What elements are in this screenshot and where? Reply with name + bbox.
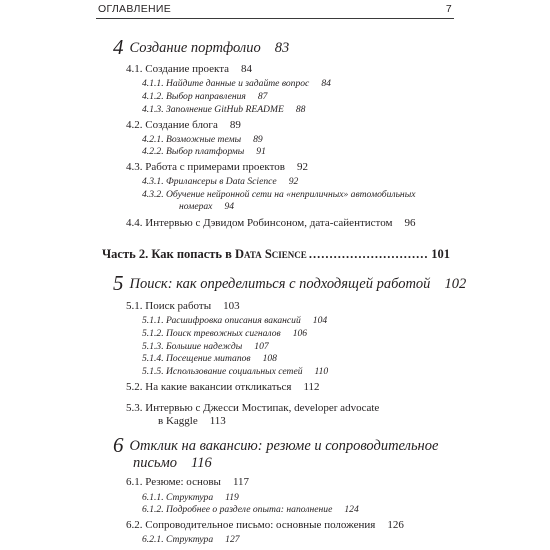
section-page: 117 [232, 476, 250, 488]
section-label: в Kaggle [158, 415, 198, 427]
chapter-page: 116 [191, 455, 212, 471]
subsection-page: 119 [225, 492, 239, 503]
header-title: ОГЛАВЛЕНИЕ [98, 3, 172, 15]
subsection-page: 124 [344, 504, 359, 515]
subsection-page: 87 [257, 91, 268, 102]
subsection-page: 104 [312, 315, 328, 326]
dot-leader [309, 246, 429, 262]
chapter-number: 6 [113, 433, 124, 457]
subsection-label: 5.1.5. Использование социальных сетей [142, 366, 303, 377]
subsection-page: 89 [253, 134, 263, 145]
toc-subsection-continuation[interactable] [179, 200, 234, 213]
running-header [96, 2, 454, 19]
section-label: 4.3. Работа с примерами проектов [126, 161, 285, 173]
subsection-label: 5.1.4. Посещение митапов [142, 353, 251, 364]
chapter-4-entry[interactable] [113, 35, 290, 59]
section-label: 5.1. Поиск работы [126, 300, 212, 312]
toc-section[interactable] [126, 118, 241, 132]
part-2-entry[interactable] [102, 246, 450, 262]
subsection-label: 4.1.1. Найдите данные и задайте вопрос [142, 78, 310, 89]
subsection-page: 106 [292, 328, 308, 339]
part-label [102, 246, 307, 262]
toc-section[interactable] [126, 401, 379, 415]
chapter-number: 5 [113, 271, 124, 295]
subsection-page: 107 [254, 341, 269, 352]
section-page: 84 [241, 63, 253, 75]
chapter-title: письмо [133, 455, 178, 471]
subsection-label: 4.3.2. Обучение нейронной сети на «неприличных» автомобильных [142, 189, 416, 200]
subsection-label: 5.1.1. Расшифровка описания вакансий [142, 315, 301, 326]
section-page: 103 [223, 300, 240, 312]
section-page: 92 [296, 161, 308, 173]
chapter-title: Отклик на вакансию: резюме и сопроводительное [129, 438, 439, 454]
subsection-label: 5.1.3. Большие надежды [142, 341, 243, 352]
chapter-title: Поиск: как определиться с подходящей работой [129, 276, 431, 292]
subsection-page: 92 [288, 176, 299, 187]
header-page-number: 7 [445, 3, 452, 15]
toc-subsection[interactable] [142, 77, 331, 90]
section-page: 96 [404, 217, 416, 229]
subsection-label: 4.1.2. Выбор направления [142, 91, 246, 102]
subsection-page: 110 [314, 366, 329, 377]
subsection-page: 84 [321, 78, 331, 89]
part-page: 101 [431, 247, 450, 261]
subsection-label: 4.3.1. Фрилансеры в Data Science [142, 176, 277, 187]
toc-subsection[interactable] [142, 90, 267, 103]
section-label: 6.1. Резюме: основы [126, 476, 221, 488]
toc-subsection[interactable] [142, 327, 307, 340]
subsection-label: 6.1.2. Подробнее о разделе опыта: наполнение [142, 504, 333, 515]
chapter-5-entry[interactable] [113, 271, 467, 295]
subsection-label: номерах [179, 201, 213, 212]
toc-subsection[interactable] [142, 175, 298, 188]
section-page: 113 [209, 415, 226, 427]
chapter-title: Создание портфолио [129, 40, 261, 56]
subsection-page: 127 [225, 534, 240, 545]
toc-subsection[interactable] [142, 314, 327, 327]
toc-section[interactable] [126, 475, 249, 489]
section-label: 5.2. На какие вакансии откликаться [126, 381, 292, 393]
subsection-page: 94 [224, 201, 235, 212]
toc-section[interactable] [126, 62, 252, 76]
section-page: 112 [303, 381, 320, 393]
toc-subsection[interactable] [142, 533, 240, 546]
chapter-page: 102 [444, 276, 467, 292]
section-label: 4.1. Создание проекта [126, 63, 230, 75]
section-label: 5.3. Интервью с Джесси Мостипак, developer advocate [126, 402, 380, 414]
subsection-label: 6.1.1. Структура [142, 492, 214, 503]
section-label: 6.2. Сопроводительное письмо: основные положения [126, 519, 376, 531]
section-page: 89 [229, 119, 241, 131]
toc-section[interactable] [126, 380, 320, 394]
subsection-label: 5.1.2. Поиск тревожных сигналов [142, 328, 281, 339]
toc-subsection[interactable] [142, 352, 277, 365]
toc-subsection[interactable] [142, 103, 305, 116]
subsection-page: 108 [262, 353, 277, 364]
toc-section[interactable] [126, 160, 308, 174]
chapter-6-entry-continuation[interactable] [133, 454, 212, 472]
chapter-number: 4 [113, 35, 124, 59]
toc-subsection[interactable] [142, 145, 266, 158]
chapter-6-entry[interactable] [113, 433, 439, 457]
part-label-smallcaps: Data Science [235, 247, 307, 261]
subsection-page: 91 [256, 146, 266, 157]
section-label: 4.4. Интервью с Дэвидом Робинсоном, дата-сайентистом [126, 217, 393, 229]
subsection-label: 4.1.3. Заполнение GitHub README [142, 104, 284, 115]
toc-section-continuation[interactable] [158, 414, 226, 428]
subsection-label: 4.2.1. Возможные темы [142, 134, 242, 145]
section-label: 4.2. Создание блога [126, 119, 218, 131]
toc-section[interactable] [126, 216, 415, 230]
toc-section[interactable] [126, 518, 404, 532]
subsection-label: 4.2.2. Выбор платформы [142, 146, 245, 157]
subsection-page: 88 [295, 104, 306, 115]
toc-subsection[interactable] [142, 503, 359, 516]
toc-subsection[interactable] [142, 365, 328, 378]
toc-section[interactable] [126, 299, 240, 313]
subsection-label: 6.2.1. Структура [142, 534, 214, 545]
section-page: 126 [387, 519, 404, 531]
chapter-page: 83 [274, 40, 290, 56]
part-label-prefix: Часть 2. Как попасть в [102, 247, 236, 261]
